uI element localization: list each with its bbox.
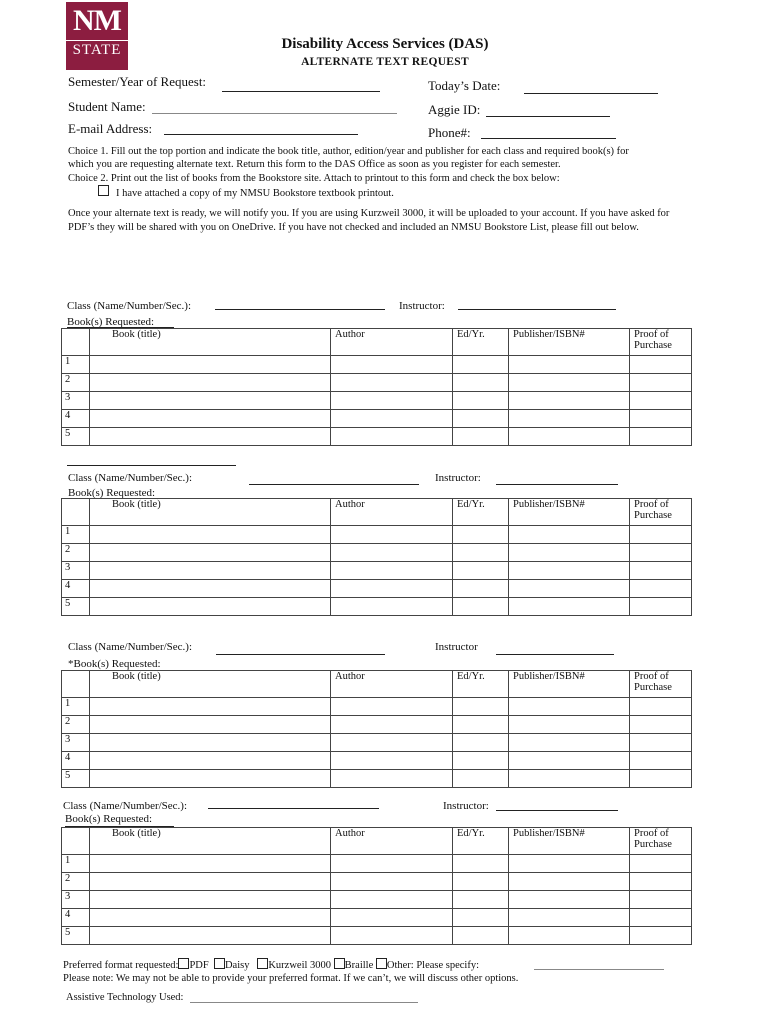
edition-year-cell[interactable] [453,428,509,446]
proof-of-label: Proof of [634,828,669,839]
edition-year-cell[interactable] [453,392,509,410]
author-cell[interactable] [331,544,453,562]
choice-2-text: Choice 2. Print out the list of books from the Bookstore site. Attach to printout to this form and check the box below: [68,173,560,184]
phone-field[interactable] [481,138,616,139]
table-row [62,598,692,616]
notice-line-2: PDF’s they will be shared with you on OneDrive. If you have not checked and included an NMSU Bookstore List, please fill out below. [68,222,639,233]
other-label: Other: Please specify: [386,960,480,971]
book-title-cell[interactable] [90,562,331,580]
instructor-field[interactable] [496,654,614,655]
author-cell[interactable] [331,410,453,428]
row-number: 2 [62,374,90,392]
proof-of-purchase-cell[interactable] [630,598,692,616]
publisher-isbn-cell[interactable] [509,752,630,770]
table-header-row [62,499,692,526]
header-number [62,828,90,855]
proof-of-purchase-cell[interactable] [630,734,692,752]
edition-year-cell[interactable] [453,374,509,392]
book-title-cell[interactable] [90,770,331,788]
author-cell[interactable] [331,873,453,891]
table-row [62,698,692,716]
author-cell[interactable] [331,428,453,446]
assistive-tech-field[interactable] [190,1002,418,1003]
publisher-isbn-cell[interactable] [509,428,630,446]
braille-checkbox[interactable] [334,958,345,969]
publisher-isbn-cell[interactable] [509,374,630,392]
publisher-isbn-cell[interactable] [509,562,630,580]
edition-year-cell[interactable] [453,927,509,945]
publisher-isbn-cell[interactable] [509,698,630,716]
row-number: 3 [62,734,90,752]
publisher-isbn-cell[interactable] [509,410,630,428]
book-title-cell[interactable] [90,374,331,392]
book-title-cell[interactable] [90,580,331,598]
class-label: Class (Name/Number/Sec.): [68,472,193,484]
table-row [62,428,692,446]
checkbox-label: I have attached a copy of my NMSU Bookstore textbook printout. [116,188,394,199]
daisy-label: Daisy [224,960,250,971]
proof-of-purchase-cell[interactable] [630,855,692,873]
choice-1-line-1: Choice 1. Fill out the top portion and indicate the book title, author, edition/year and publisher for each class and required book(s) for [68,146,629,157]
books-requested-label: *Book(s) Requested: [68,658,161,670]
row-number: 2 [62,873,90,891]
email-label: E-mail Address: [68,121,153,136]
edition-year-cell[interactable] [453,526,509,544]
book-title-cell[interactable] [90,909,331,927]
proof-of-purchase-cell[interactable] [630,410,692,428]
header-edition-year: Ed/Yr. [453,499,509,526]
publisher-isbn-cell[interactable] [509,855,630,873]
edition-year-cell[interactable] [453,562,509,580]
proof-of-purchase-cell[interactable] [630,752,692,770]
logo-line-1: NM [73,4,121,37]
aggie-id-label: Aggie ID: [428,102,481,117]
edition-year-cell[interactable] [453,410,509,428]
author-cell[interactable] [331,374,453,392]
publisher-isbn-cell[interactable] [509,927,630,945]
pdf-label: PDF [189,960,209,971]
book-table-1 [61,328,692,446]
edition-year-cell[interactable] [453,909,509,927]
table-row [62,752,692,770]
pdf-checkbox[interactable] [178,958,189,969]
table-row [62,891,692,909]
class-label: Class (Name/Number/Sec.): [67,300,192,312]
preferred-format-label: Preferred format requested: [63,960,179,971]
proof-of-purchase-cell[interactable] [630,927,692,945]
proof-of-purchase-cell[interactable] [630,698,692,716]
author-cell[interactable] [331,891,453,909]
proof-of-purchase-cell[interactable] [630,356,692,374]
choice-1-line-2: which you are requesting alternate text. Return this form to the DAS Office as soon as you register for each semester. [68,159,561,170]
publisher-isbn-cell[interactable] [509,734,630,752]
book-title-cell[interactable] [90,356,331,374]
table-row [62,392,692,410]
student-name-label: Student Name: [68,99,146,114]
edition-year-cell[interactable] [453,716,509,734]
books-requested-label: Book(s) Requested: [67,316,155,328]
author-cell[interactable] [331,392,453,410]
book-title-cell[interactable] [90,752,331,770]
row-number: 1 [62,698,90,716]
todays-date-field[interactable] [524,93,658,94]
publisher-isbn-cell[interactable] [509,770,630,788]
publisher-isbn-cell[interactable] [509,891,630,909]
header-number [62,671,90,698]
purchase-label: Purchase [634,510,672,521]
book-title-cell[interactable] [90,873,331,891]
author-cell[interactable] [331,716,453,734]
aggie-id-field[interactable] [486,116,610,117]
book-title-cell[interactable] [90,698,331,716]
book-title-cell[interactable] [90,734,331,752]
author-cell[interactable] [331,356,453,374]
assistive-tech-label: Assistive Technology Used: [66,992,184,1003]
table-row [62,909,692,927]
author-cell[interactable] [331,909,453,927]
book-title-cell[interactable] [90,526,331,544]
edition-year-cell[interactable] [453,734,509,752]
edition-year-cell[interactable] [453,544,509,562]
edition-year-cell[interactable] [453,855,509,873]
class-field[interactable] [215,309,385,310]
row-number: 2 [62,544,90,562]
edition-year-cell[interactable] [453,891,509,909]
purchase-label: Purchase [634,839,672,850]
proof-of-label: Proof of [634,499,669,510]
semester-field[interactable] [222,91,380,92]
semester-label: Semester/Year of Request: [68,74,207,89]
publisher-isbn-cell[interactable] [509,909,630,927]
table-row [62,410,692,428]
publisher-isbn-cell[interactable] [509,356,630,374]
kurzweil-label: Kurzweil 3000 [268,960,332,971]
instructor-label: Instructor: [399,300,445,312]
proof-of-purchase-cell[interactable] [630,770,692,788]
proof-of-purchase-cell[interactable] [630,392,692,410]
table-row [62,855,692,873]
proof-of-purchase-cell[interactable] [630,891,692,909]
author-cell[interactable] [331,698,453,716]
proof-of-label: Proof of [634,329,669,340]
publisher-isbn-cell[interactable] [509,716,630,734]
class-field[interactable] [216,654,385,655]
header-proof-of-purchase [630,671,692,698]
table-row [62,544,692,562]
table-row [62,356,692,374]
row-number: 2 [62,716,90,734]
other-checkbox[interactable] [376,958,387,969]
row-number: 4 [62,909,90,927]
row-number: 5 [62,770,90,788]
row-number: 1 [62,356,90,374]
proof-of-purchase-cell[interactable] [630,580,692,598]
bookstore-printout-checkbox[interactable] [98,185,109,196]
todays-date-label: Today’s Date: [428,78,501,93]
form-subtitle: ALTERNATE TEXT REQUEST [301,56,469,68]
header-author: Author [331,499,453,526]
books-requested-label: Book(s) Requested: [65,813,153,825]
author-cell[interactable] [331,580,453,598]
row-number: 5 [62,428,90,446]
book-title-cell[interactable] [90,927,331,945]
author-cell[interactable] [331,770,453,788]
row-number: 3 [62,891,90,909]
edition-year-cell[interactable] [453,770,509,788]
publisher-isbn-cell[interactable] [509,873,630,891]
author-cell[interactable] [331,855,453,873]
row-number: 4 [62,580,90,598]
header-edition-year: Ed/Yr. [453,329,509,356]
instructor-field[interactable] [496,484,618,485]
author-cell[interactable] [331,598,453,616]
header-book-title: Book (title) [90,329,331,356]
instructor-field[interactable] [458,309,616,310]
daisy-checkbox[interactable] [214,958,225,969]
row-number: 1 [62,855,90,873]
row-number: 1 [62,526,90,544]
publisher-isbn-cell[interactable] [509,544,630,562]
proof-of-purchase-cell[interactable] [630,716,692,734]
proof-of-purchase-cell[interactable] [630,544,692,562]
edition-year-cell[interactable] [453,356,509,374]
author-cell[interactable] [331,562,453,580]
header-author: Author [331,828,453,855]
instructor-label: Instructor: [443,800,489,812]
header-publisher-isbn: Publisher/ISBN# [509,828,630,855]
header-number [62,329,90,356]
purchase-label: Purchase [634,340,672,351]
publisher-isbn-cell[interactable] [509,580,630,598]
instructor-field[interactable] [496,810,618,811]
book-title-cell[interactable] [90,891,331,909]
logo-line-2: STATE [66,40,128,58]
table-header-row [62,828,692,855]
header-proof-of-purchase [630,329,692,356]
proof-of-purchase-cell[interactable] [630,562,692,580]
book-table-4 [61,827,692,945]
author-cell[interactable] [331,526,453,544]
email-field[interactable] [164,134,358,135]
edition-year-cell[interactable] [453,580,509,598]
header-proof-of-purchase [630,828,692,855]
proof-of-purchase-cell[interactable] [630,526,692,544]
proof-of-purchase-cell[interactable] [630,873,692,891]
class-label: Class (Name/Number/Sec.): [68,641,193,653]
table-header-row [62,329,692,356]
proof-of-label: Proof of [634,671,669,682]
class-label: Class (Name/Number/Sec.): [63,800,188,812]
purchase-label: Purchase [634,682,672,693]
book-table-2 [61,498,692,616]
table-row [62,873,692,891]
books-requested-label: Book(s) Requested: [68,487,156,499]
book-title-cell[interactable] [90,428,331,446]
kurzweil-checkbox[interactable] [257,958,268,969]
book-title-cell[interactable] [90,855,331,873]
class-field[interactable] [249,484,419,485]
proof-of-purchase-cell[interactable] [630,428,692,446]
form-title: Disability Access Services (DAS) [281,36,489,52]
book-title-cell[interactable] [90,410,331,428]
other-specify-field[interactable] [534,969,664,970]
notice-line-1: Once your alternate text is ready, we will notify you. If you are using Kurzweil 3000, it will be uploaded to your account. If you have asked for [68,208,670,219]
row-number: 5 [62,598,90,616]
header-author: Author [331,329,453,356]
publisher-isbn-cell[interactable] [509,598,630,616]
edition-year-cell[interactable] [453,698,509,716]
braille-label: Braille [344,960,374,971]
class-field[interactable] [208,808,379,809]
book-title-cell[interactable] [90,392,331,410]
preferred-format-row [63,958,479,971]
table-row [62,927,692,945]
header-publisher-isbn: Publisher/ISBN# [509,329,630,356]
author-cell[interactable] [331,752,453,770]
phone-label: Phone#: [428,125,471,140]
student-name-field[interactable] [152,113,397,114]
publisher-isbn-cell[interactable] [509,392,630,410]
header-book-title: Book (title) [90,499,331,526]
row-number: 3 [62,562,90,580]
header-number [62,499,90,526]
author-cell[interactable] [331,927,453,945]
row-number: 3 [62,392,90,410]
table-row [62,580,692,598]
header-edition-year: Ed/Yr. [453,671,509,698]
header-publisher-isbn: Publisher/ISBN# [509,499,630,526]
header-publisher-isbn: Publisher/ISBN# [509,671,630,698]
edition-year-cell[interactable] [453,598,509,616]
row-number: 4 [62,752,90,770]
header-author: Author [331,671,453,698]
table-row [62,526,692,544]
header-proof-of-purchase [630,499,692,526]
header-book-title: Book (title) [90,671,331,698]
row-number: 4 [62,410,90,428]
book-title-cell[interactable] [90,716,331,734]
section-separator-line [67,465,236,466]
edition-year-cell[interactable] [453,752,509,770]
proof-of-purchase-cell[interactable] [630,909,692,927]
proof-of-purchase-cell[interactable] [630,374,692,392]
table-row [62,716,692,734]
instructor-label: Instructor [435,641,478,653]
header-book-title: Book (title) [90,828,331,855]
table-row [62,770,692,788]
publisher-isbn-cell[interactable] [509,526,630,544]
author-cell[interactable] [331,734,453,752]
book-table-3 [61,670,692,788]
table-row [62,562,692,580]
row-number: 5 [62,927,90,945]
format-note: Please note: We may not be able to provide your preferred format. If we can’t, we will discuss other options. [63,973,519,984]
edition-year-cell[interactable] [453,873,509,891]
book-title-cell[interactable] [90,544,331,562]
instructor-label: Instructor: [435,472,481,484]
table-row [62,734,692,752]
header-edition-year: Ed/Yr. [453,828,509,855]
table-header-row [62,671,692,698]
book-title-cell[interactable] [90,598,331,616]
table-row [62,374,692,392]
